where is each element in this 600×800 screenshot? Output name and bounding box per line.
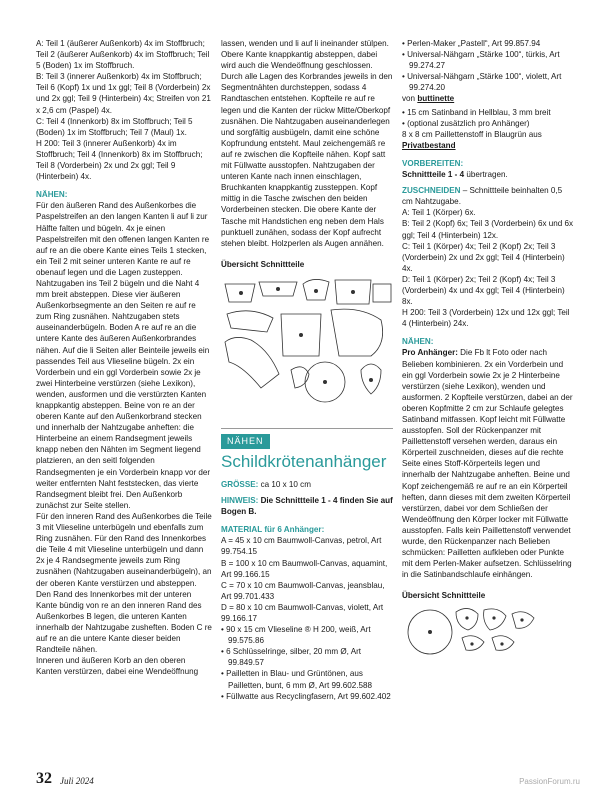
hint-value: Die Schnittteile 1 - 4 finden Sie auf Bogen B. xyxy=(221,496,393,517)
preparation-parts: Schnittteile 1 - 4 xyxy=(402,170,465,180)
section-tag: NÄHEN xyxy=(221,434,270,449)
cutting-h200: H 200: Teil 3 (Vorderbein) 12x und 12x ggl; Teil 4 (Hinterbein) 24x. xyxy=(402,308,570,329)
preparation-heading: VORBEREITEN: xyxy=(402,158,464,168)
material-heading: MATERIAL für 6 Anhänger: xyxy=(221,525,325,535)
supplier-prefix: von xyxy=(402,94,416,104)
per-pendant-instructions: Die Fb lt Foto oder nach Belieben kombinieren. 2x ein Vorderbein und ein ggl Vorderbein sowie 2x je 2 Hinterbeine verstürzen (siehe Lexikon), wenden und ausformen. 2 Kopfteile verstürzen, dabei an der oberen Kopfmitte 2 cm zur Schlaufe gelegtes Satinband mitfassen. Kopf leicht mit Füllwatte ausstopfen. Soll der Rückenpanzer mit Paillettenstoff versehen werden, daraus ein Körperteil zuschneiden, dieses auf die rechte Seite eines Stoff-Körperteils legen und innerhalb der Nahtzugabe anheften. Beine und Kopf zeichengemäß re auf re an ein Körperteil heften, dann dieses mit dem zweiten Körperteil verstürzen, dabei vor dem Schließen der Wendeöffnung den Körper locker mit Füllwatte ausstopfen. Falls kein Paillettenstoff verwendet wurde, den Rückenpanzer nach Belieben schmücken: Pailletten aufkleben oder Punkte mit dem Perlen-Maker aufsetzen. Schlüsselring in die Satinbandschlaufe einhängen. xyxy=(402,348,573,580)
sewing-heading-turtle: NÄHEN: xyxy=(402,337,434,347)
private-stock: Privatbestand xyxy=(402,140,456,150)
cutting-intro: – Schnittteile beinhalten 0,5 cm Nahtzugabe. xyxy=(402,186,563,207)
material-c: C = 70 x 10 cm Baumwoll-Canvas, jeansblau, Art 99.701.433 xyxy=(221,580,385,601)
pattern-overview-title-turtle: Übersicht Schnittteile xyxy=(402,591,486,601)
page-number: 32 xyxy=(36,770,52,787)
material-keyrings: • 6 Schlüsselringe, silber, 20 mm Ø, Art 99.849.57 xyxy=(221,647,362,668)
sewing-paragraph-3: Inneren und äußeren Korb an den oberen Kanten verstürzen, dabei eine Wendeöffnung xyxy=(36,656,199,677)
material-filling: • Füllwatte aus Recyclingfasern, Art 99.602.402 xyxy=(221,691,391,701)
preparation-text: übertragen. xyxy=(466,170,508,180)
issue-month: Juli 2024 xyxy=(60,776,94,786)
material-perlen-maker: • Perlen-Maker „Pastell“, Art 99.857.94 xyxy=(402,39,541,48)
material-a: A = 45 x 10 cm Baumwoll-Canvas, petrol, Art 99.754.15 xyxy=(221,536,382,557)
cut-list-b: B: Teil 3 (innerer Außenkorb) 4x im Stoffbruch; Teil 6 (Kopf) 1x und 1x ggl; Teil 8 (Vorderbein) 2x und 2x ggl; Teil 9 (Hinterbein) 4x; Streifen von 21 x 2,6 cm (Paspel) 4x. xyxy=(36,72,211,115)
pattern-overview-title: Übersicht Schnittteile xyxy=(221,259,305,269)
supplier-name: buttinette xyxy=(417,94,455,104)
cutting-heading: ZUSCHNEIDEN xyxy=(402,186,461,196)
material-thread-turquoise: • Universal-Nähgarn „Stärke 100“, türkis, Art 99.274.27 xyxy=(402,50,560,71)
cut-list-h200: H 200: Teil 3 (innerer Außenkorb) 4x im Stoffbruch; Teil 4 (Innenkorb) 8x im Stoffbruch; Teil 8 (Vorderbein) 2x und 2x ggl; Teil 9 (Hinterbein) 4x. xyxy=(36,138,203,182)
project-title: Schildkrötenanhänger xyxy=(221,451,387,471)
material-d: D = 80 x 10 cm Baumwoll-Canvas, violett, Art 99.166.17 xyxy=(221,602,384,623)
sewing-paragraph-2: Für den inneren Rand des Außenkorbes die Teile 3 mit Vlieseline unterbügeln und ebenfalls zum Ring zusnähen. Für den Rand des Innenkorbes die Teile 4 mit Vlieseline unterbügeln und dann 2x je 4 Randsegmente jeweils zum Ring zusnähen (Nahtzugaben auseinanderbügeln), an der oberen Kante verstürzen und absteppen. Den Rand des Innenkorbes mit der unteren Kante bündig von re an den inneren Rand des Außenkorbes B legen, die unteren Kanten innerhalb der Nahtzugabe zusheften. Boden C re auf re an die untere Kante dieser beiden Randteile nähen. xyxy=(36,511,212,655)
cut-list-c: C: Teil 4 (Innenkorb) 8x im Stoffbruch; Teil 5 (Boden) 1x im Stoffbruch; Teil 7 (Maul) 1x. xyxy=(36,116,193,137)
column-left xyxy=(36,38,213,677)
material-sequins: • Pailletten in Blau- und Grüntönen, aus Pailletten, bunt, 6 mm Ø, Art 99.602.588 xyxy=(221,669,372,690)
material-optional: • (optional zusätzlich pro Anhänger) xyxy=(402,118,530,128)
cutting-d: D: Teil 1 (Körper) 2x; Teil 2 (Kopf) 4x; Teil 3 (Vorderbein) 4x und 4x ggl; Teil 4 (Hinterbein) 8x. xyxy=(402,274,565,307)
watermark: PassionForum.ru xyxy=(519,777,580,786)
sewing-continued: lassen, wenden und li auf li ineinander stülpen. Obere Kante knappkantig absteppen, dabei wird auch die Wendeöffnung geschlossen. Durch alle Lagen des Korbrandes jeweils in den Segmentnähten durchsteppen, sodass 4 Randtaschen entstehen. Kopfteile re auf re legen und die Kanten der rückw Mitte/Oberkopf zusnähen. Die Nahtzugaben auseinanderlegen und sorgfältig ausbügeln, damit eine schöne Kopfrundung entsteht. Maul zeichengemäß re auf re zwischen die Kopfteile nähen. Kopf satt mit Füllwatte ausstopfen. Nahtzugaben der unteren Kante nach innen einschlagen, Bruchkanten knappkantig zussteppen. Kopf mittig in die Tasche zwischen den beiden Vorderbeinen stecken. Die obere Kante der Tasche mit Handstichen eng neben dem Hals punktuell zunähen, sodass der Kopf aufrecht stehen bleibt. Holzperlen als Augen annähen. xyxy=(221,39,393,248)
material-satin-ribbon: • 15 cm Satinband in Hellblau, 3 mm breit xyxy=(402,107,551,117)
cut-list-a: A: Teil 1 (äußerer Außenkorb) 4x im Stoffbruch; Teil 2 (äußerer Außenkorb) 4x im Stoffbruch; Teil 5 (Boden) 1x im Stoffbruch. xyxy=(36,39,210,71)
cutting-a: A: Teil 1 (Körper) 6x. xyxy=(402,208,476,218)
size-value: ca 10 x 10 cm xyxy=(260,479,311,489)
cutting-c: C: Teil 1 (Körper) 4x; Teil 2 (Kopf) 2x; Teil 3 (Vorderbein) 2x und 2x ggl; Teil 4 (Hinterbein) 4x. xyxy=(402,241,565,273)
hint-label: HINWEIS: xyxy=(221,496,259,506)
basket-pattern-pieces xyxy=(221,270,393,420)
cutting-b: B: Teil 2 (Kopf) 6x; Teil 3 (Vorderbein) 6x und 6x ggl; Teil 4 (Hinterbein) 12x. xyxy=(402,219,574,240)
sewing-paragraph-1: Für den äußeren Rand des Außenkorbes die Paspelstreifen an den langen Kanten li auf li zur Hälfte falten und bügeln. 4x je einen Paspelstreifen mit den offenen langen Kanten re auf re an die obere Kante eines Teils 1 stecken, ein Teil 2 mit seiner unteren Kante re auf re obenauf legen und die Lagen zusteppen. Nahtzugaben ins Teil 2 bügeln und die Naht 4 mm breit absteppen. Diese vier äußeren Außenkorbsegmente an den Seiten re auf re zum Ring zusnähen. Nahtzugaben stets auseinanderbügeln. Boden A re auf re an die untere Kante des äußeren Außenkorbrandes nähen. Auf die li Seiten aller Beinteile jeweils ein passendes Teil aus Vlieseline bügeln. 2x ein Vorderbein und ein ggl Vorderbein sowie 2x je zwei Hinterbeine verstürzen (siehe Lexikon), wenden, ausformen und die verstürzten Kanten knappkantig absteppen. Beine von re an der oberen Kante auf den Außenkorbrand stecken und innerhalb der Nahtzugabe anheften: die Hinterbeine an einem Randsegment jeweils knapp neben den Nähten im Segment liegend platzieren, an den seitl folgenden Randsegmenten je ein Vorderbein knapp vor der weiter entfernten Naht feststecken, das vierte Randsegment bleibt frei. Den Außenkorb zunächst zur Seite stellen. xyxy=(36,201,211,510)
size-label: GRÖSSE: xyxy=(221,479,259,489)
material-sequin-fabric: 8 x 8 cm Paillettenstoff in Blaugrün aus xyxy=(402,129,542,139)
per-pendant-label: Pro Anhänger: xyxy=(402,348,458,358)
material-b: B = 100 x 10 cm Baumwoll-Canvas, aquamint, Art 99.166.15 xyxy=(221,558,388,579)
turtle-pattern-pieces xyxy=(402,602,574,656)
column-right xyxy=(402,38,574,656)
column-middle xyxy=(221,38,393,702)
sewing-heading: NÄHEN: xyxy=(36,190,68,200)
project-heading-block xyxy=(221,428,393,472)
material-vlieseline: • 90 x 15 cm Vlieseline ® H 200, weiß, Art 99.575.86 xyxy=(221,625,371,646)
material-thread-violet: • Universal-Nähgarn „Stärke 100“, violett, Art 99.274.20 xyxy=(402,72,562,93)
